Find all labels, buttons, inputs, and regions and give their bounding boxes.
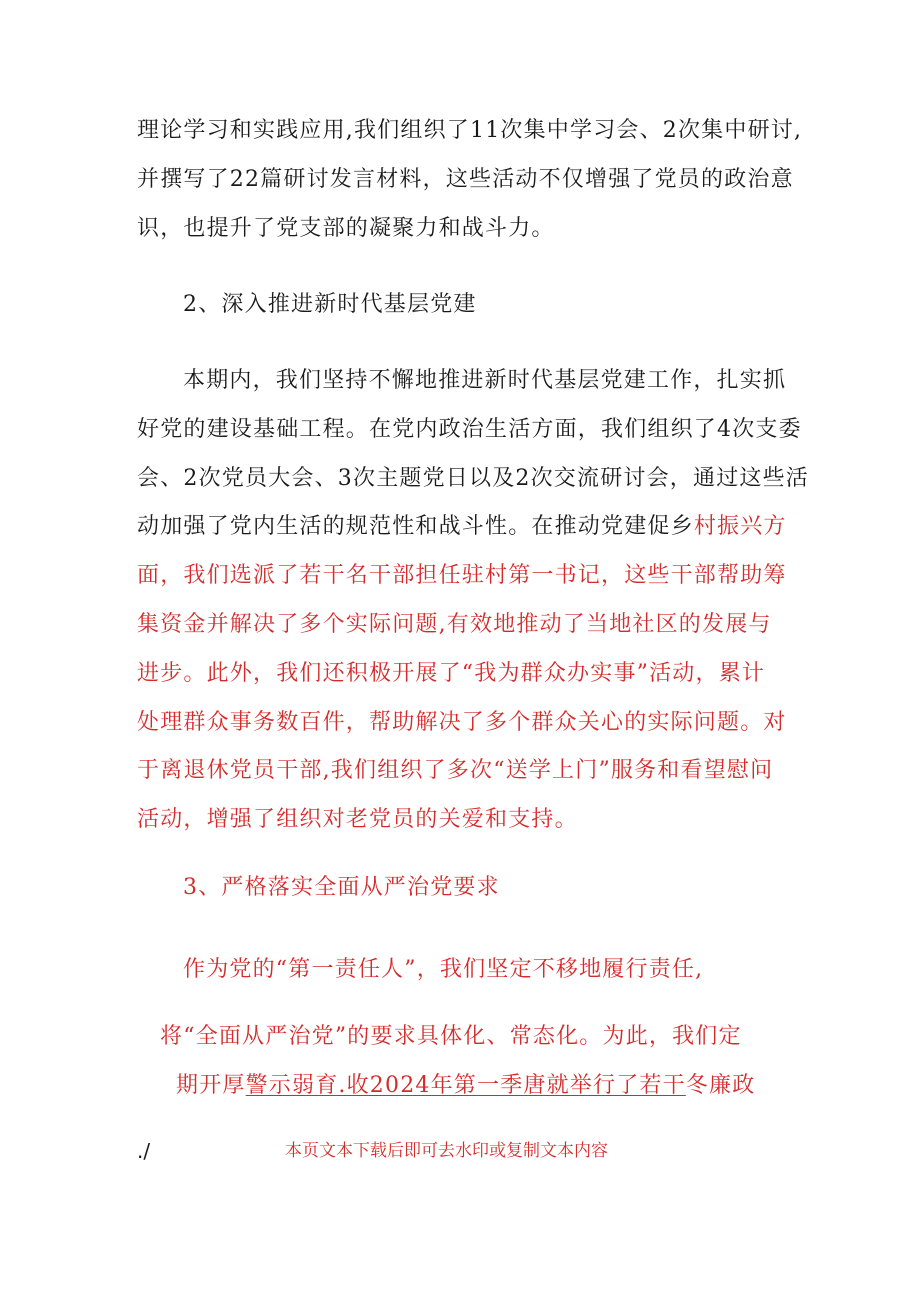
footer-watermark-note: 本页文本下载后即可去水印或复制文本内容: [285, 1141, 608, 1161]
paragraph-2-line-4: [137, 512, 787, 542]
paragraph-2-line-9: 于离退休党员干部,我们组织了多次“送学上门”服务和看望慰问: [137, 758, 774, 783]
paragraph-2-line-6: 集资金并解决了多个实际问题,有效地推动了当地社区的发展与: [137, 612, 772, 637]
paragraph-1-line-1: 理论学习和实践应用,我们组织了11次集中学习会、2次集中研讨,: [137, 118, 803, 143]
paragraph-3-line-3-underlined: 警示弱育.收2024年第一季唐就举行了若干: [245, 1073, 686, 1098]
paragraph-2-line-7: 进步。此外，我们还积极开展了“我为群众办实事”活动，累计: [137, 661, 766, 686]
paragraph-2-line-2: 好党的建设基础工程。在党内政治生活方面，我们组织了4次支委: [137, 417, 802, 442]
paragraph-2-line-1: 本期内，我们坚持不懈地推进新时代基层党建工作，扎实抓: [183, 368, 787, 393]
paragraph-1-line-3: 识，也提升了党支部的凝聚力和战斗力。: [137, 216, 555, 241]
paragraph-2-line-10: 活动，增强了组织对老党员的关爱和支持。: [137, 807, 578, 832]
paragraph-2-line-3: 会、2次党员大会、3次主题党日以及2次交流研讨会，通过这些活: [137, 466, 809, 491]
footer-mark: ./: [137, 1139, 151, 1163]
paragraph-3-line-1: 作为党的“第一责任人”，我们坚定不移地履行责任,: [183, 957, 704, 982]
section-heading-3: 3、严格落实全面从严治党要求: [183, 875, 500, 900]
paragraph-3-line-2: 将“全面从严治党”的要求具体化、常态化。为此，我们定: [160, 1024, 742, 1049]
paragraph-3-line-3-c: 冬廉政: [685, 1073, 756, 1098]
paragraph-3-line-3: [176, 1071, 755, 1101]
paragraph-3-line-3-a: 期开厚: [176, 1073, 246, 1098]
paragraph-1-line-2: 并撰写了22篇研讨发言材料，这些活动不仅增强了党员的政治意: [137, 167, 794, 192]
section-heading-2: 2、深入推进新时代基层党建: [183, 292, 477, 317]
paragraph-2-line-8: 处理群众事务数百件，帮助解决了多个群众关心的实际问题。对: [137, 710, 787, 735]
paragraph-2-line-5: 面，我们选派了若干名干部担任驻村第一书记，这些干部帮助筹: [137, 563, 787, 588]
paragraph-2-line-4-black: 动加强了党内生活的规范性和战斗性。在推动党建促乡: [137, 514, 694, 539]
paragraph-2-line-4-red: 村振兴方: [693, 514, 787, 539]
